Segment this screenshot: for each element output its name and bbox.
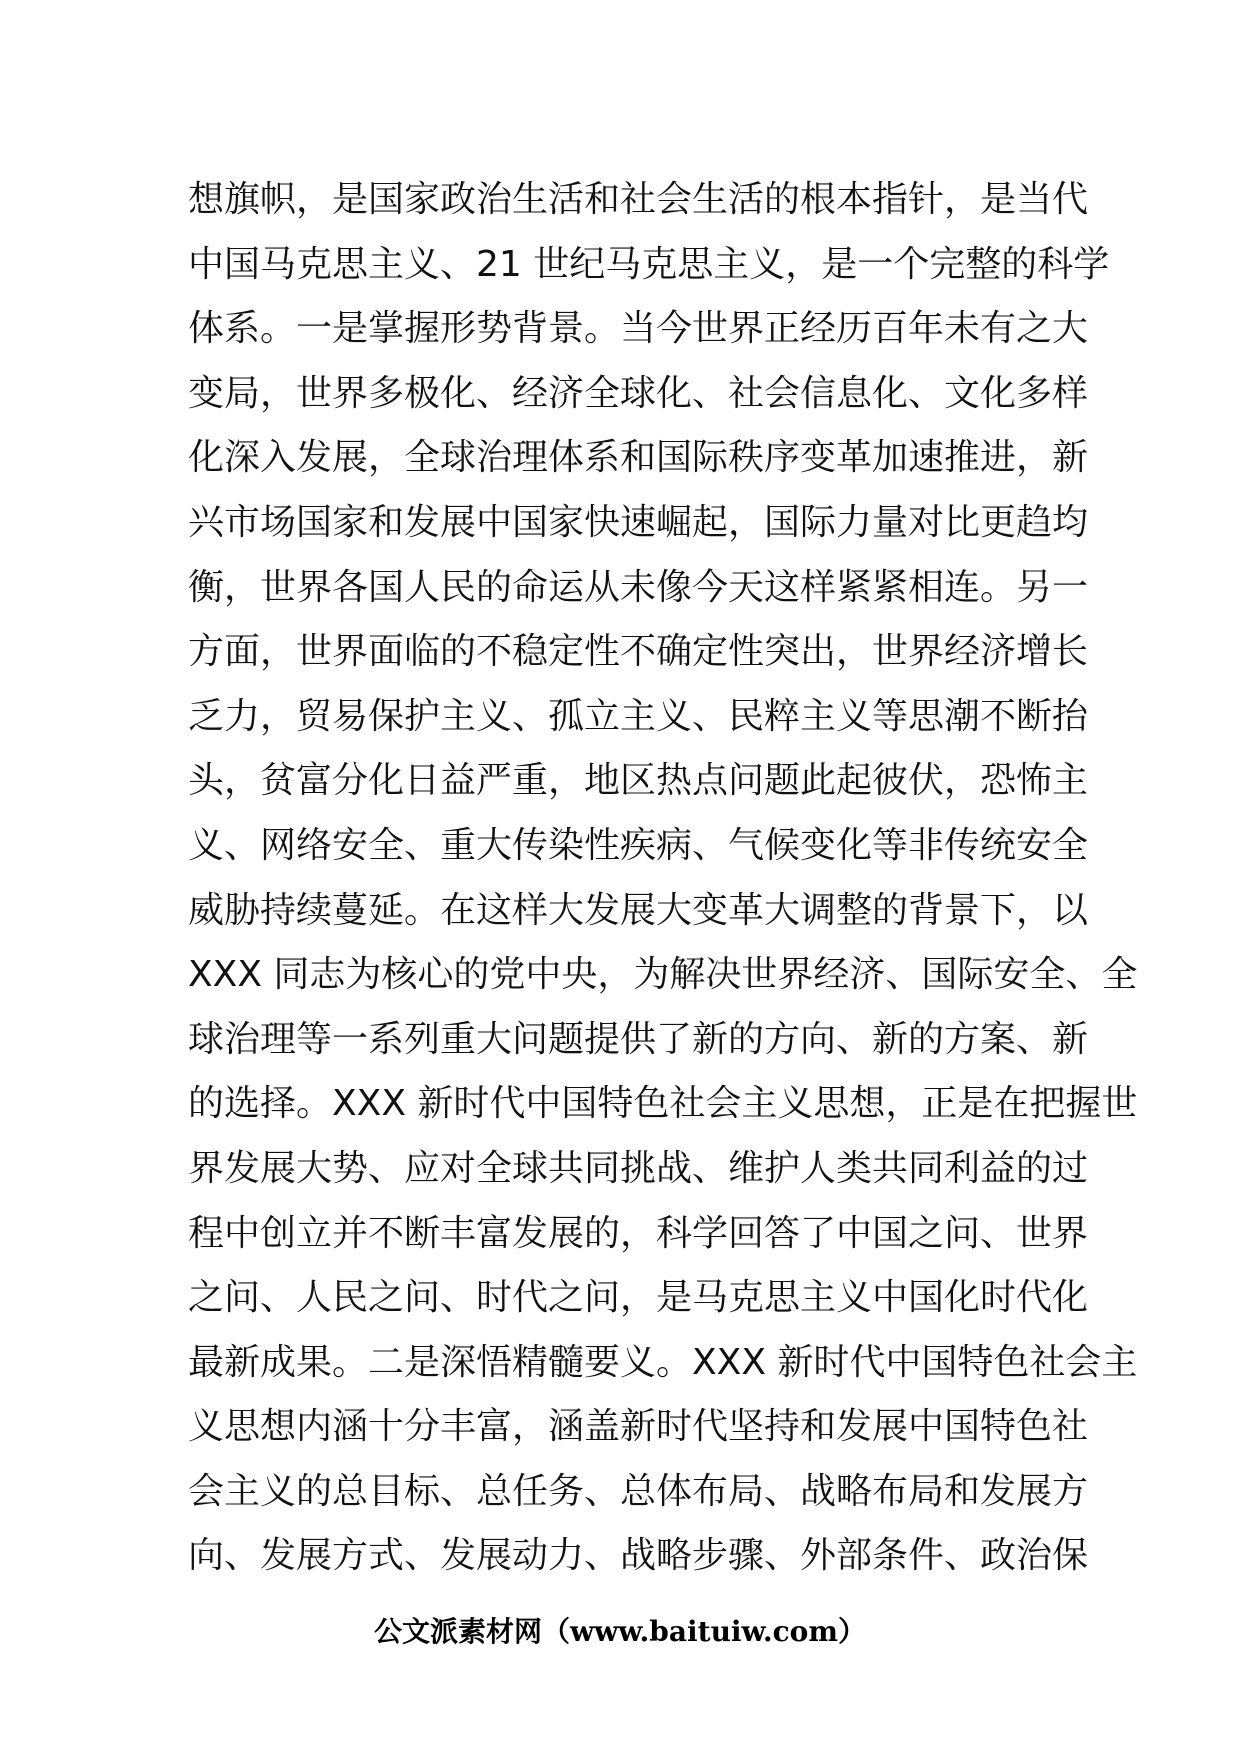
text-line: 之问、人民之问、时代之问，是马克思主义中国化时代化	[188, 1277, 1089, 1319]
text-line: 兴市场国家和发展中国家快速崛起，国际力量对比更趋均	[188, 501, 1089, 543]
text-line: 义思想内涵十分丰富，涵盖新时代坚持和发展中国特色社	[188, 1406, 1089, 1448]
text-line: 程中创立并不断丰富发展的，科学回答了中国之问、世界	[188, 1212, 1089, 1254]
body-text	[188, 168, 1138, 1589]
text-line: 衡，世界各国人民的命运从未像今天这样紧紧相连。另一	[188, 566, 1089, 608]
text-line: 最新成果。二是深悟精髓要义。XXX 新时代中国特色社会主	[188, 1341, 1138, 1383]
text-line: 方面，世界面临的不稳定性不确定性突出，世界经济增长	[188, 631, 1089, 673]
text-line: 中国马克思主义、21 世纪马克思主义，是一个完整的科学	[188, 243, 1110, 285]
text-line: 界发展大势、应对全球共同挑战、维护人类共同利益的过	[188, 1147, 1089, 1189]
text-line: 的选择。XXX 新时代中国特色社会主义思想，正是在把握世	[188, 1083, 1138, 1125]
text-line: 会主义的总目标、总任务、总体布局、战略布局和发展方	[188, 1470, 1089, 1512]
text-line: 球治理等一系列重大问题提供了新的方向、新的方案、新	[188, 1018, 1089, 1060]
text-line: 想旗帜，是国家政治生活和社会生活的根本指针，是当代	[188, 179, 1089, 220]
footer-watermark: 公文派素材网（www.baituiw.com）	[374, 1615, 866, 1648]
text-line: 变局，世界多极化、经济全球化、社会信息化、文化多样	[188, 372, 1089, 414]
text-line: 化深入发展，全球治理体系和国际秩序变革加速推进，新	[188, 437, 1089, 479]
text-line: 义、网络安全、重大传染性疾病、气候变化等非传统安全	[188, 824, 1089, 866]
text-line: 威胁持续蔓延。在这样大发展大变革大调整的背景下，以	[188, 889, 1089, 931]
text-line: 头，贫富分化日益严重，地区热点问题此起彼伏，恐怖主	[188, 760, 1089, 802]
text-line: 向、发展方式、发展动力、战略步骤、外部条件、政治保	[188, 1535, 1089, 1577]
text-line: 体系。一是掌握形势背景。当今世界正经历百年未有之大	[188, 308, 1089, 350]
text-line: 乏力，贸易保护主义、孤立主义、民粹主义等思潮不断抬	[188, 695, 1089, 737]
text-line: XXX 同志为核心的党中央，为解决世界经济、国际安全、全	[188, 954, 1138, 996]
